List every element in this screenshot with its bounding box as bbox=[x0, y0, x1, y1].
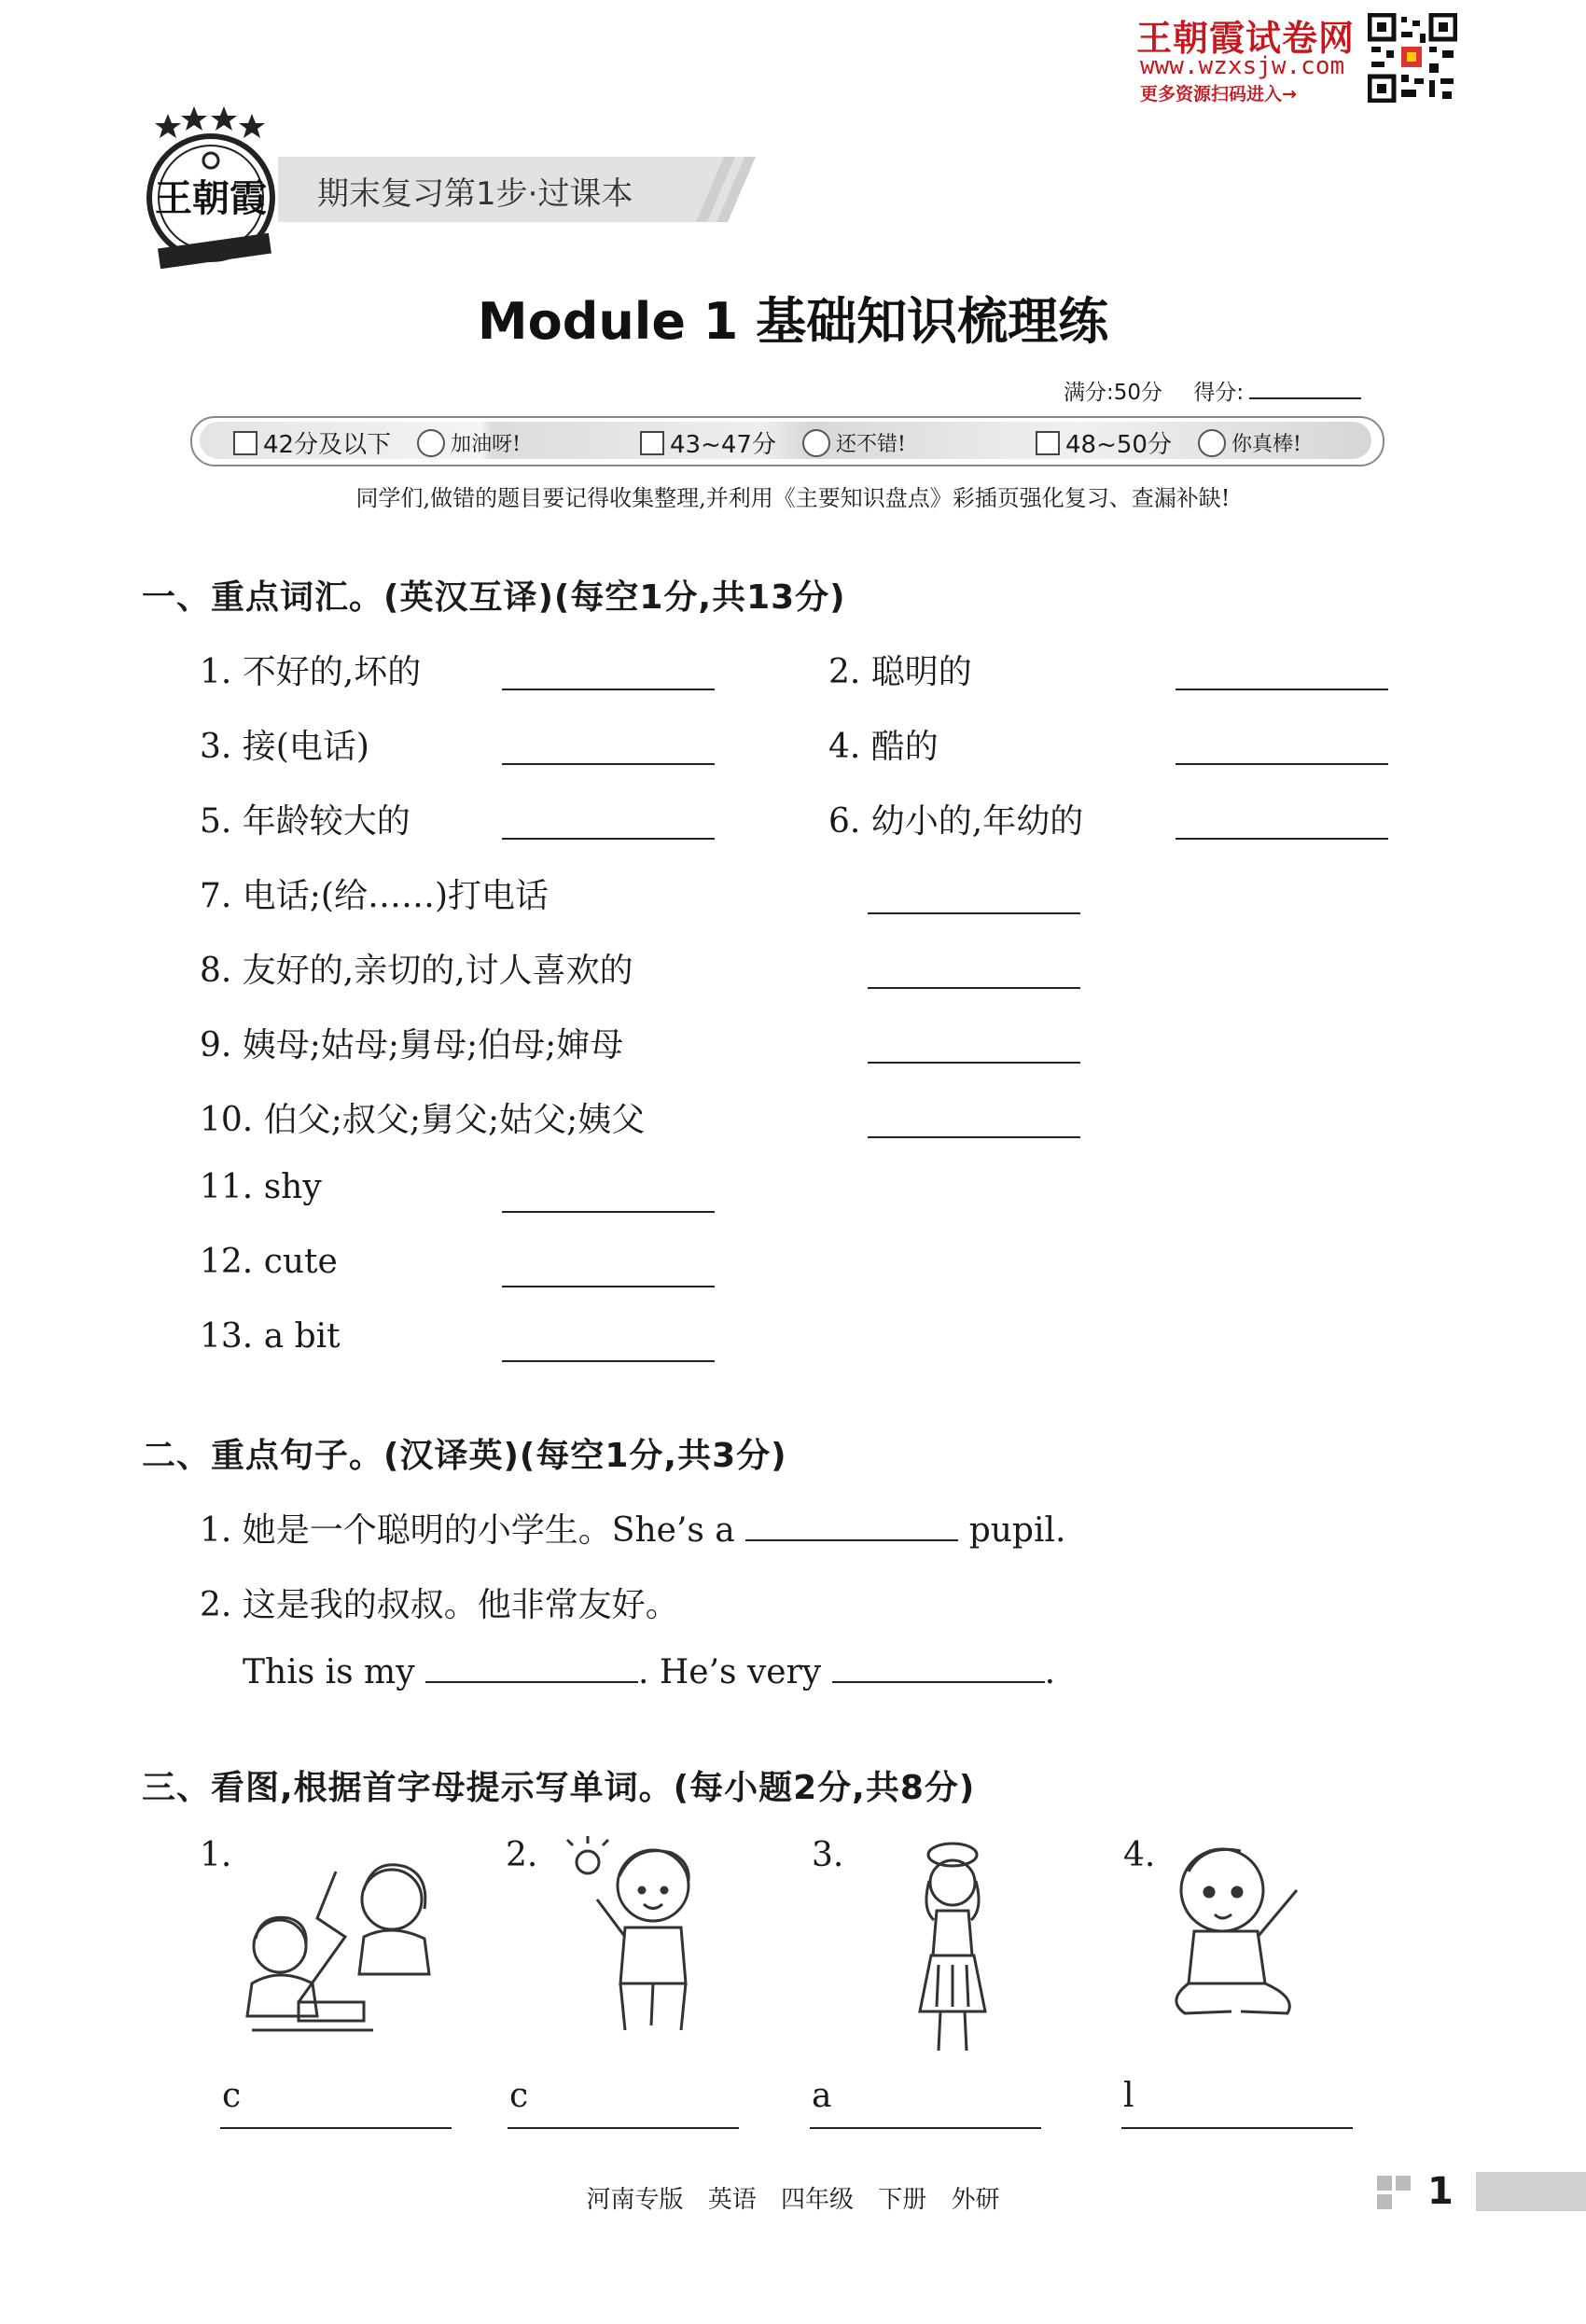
smiley-face-icon bbox=[802, 429, 830, 457]
answer-blank-6[interactable] bbox=[1176, 838, 1388, 840]
picture-number-2: 2. bbox=[506, 1836, 538, 1874]
page-corner-decoration bbox=[1373, 2172, 1414, 2213]
sentence-2-en-post: . bbox=[1044, 1653, 1056, 1691]
page-number: 1 bbox=[1427, 2170, 1454, 2213]
hint-letter-4: l bbox=[1123, 2077, 1134, 2115]
answer-blank-p1[interactable] bbox=[220, 2127, 452, 2129]
grade-option-low bbox=[233, 425, 521, 460]
vocab-item-5: 5. 年龄较大的 bbox=[200, 802, 410, 841]
grade-option-high bbox=[1036, 425, 1301, 460]
vocab-item-2: 2. 聪明的 bbox=[828, 653, 972, 691]
answer-blank-10[interactable] bbox=[868, 1136, 1080, 1138]
brand-title: 王朝霞试卷网 bbox=[1136, 18, 1356, 59]
answer-blank-p4[interactable] bbox=[1121, 2127, 1353, 2129]
score-blank[interactable] bbox=[1249, 397, 1361, 399]
answer-blank-12[interactable] bbox=[502, 1286, 715, 1287]
full-score: 满分:50分 bbox=[1064, 381, 1163, 405]
grade-comment: 还不错! bbox=[835, 433, 906, 456]
answer-blank-1[interactable] bbox=[502, 689, 715, 690]
score-label: 得分: bbox=[1193, 381, 1245, 405]
smiley-face-icon bbox=[1198, 429, 1226, 457]
section-3-title: 三、看图,根据首字母提示写单词。(每小题2分,共8分) bbox=[142, 1769, 976, 1807]
answer-blank-7[interactable] bbox=[868, 912, 1080, 914]
grade-range: 42分及以下 bbox=[263, 431, 392, 459]
answer-blank-3[interactable] bbox=[502, 763, 715, 765]
brand-scan-hint: 更多资源扫码进入→ bbox=[1140, 84, 1297, 104]
sentence-2-en-pre: This is my bbox=[243, 1653, 415, 1691]
brand-url[interactable]: www.wzxsjw.com bbox=[1140, 52, 1345, 80]
vocab-item-7: 7. 电话;(给……)打电话 bbox=[200, 877, 550, 915]
vocab-item-3: 3. 接(电话) bbox=[200, 728, 369, 766]
vocab-item-9: 9. 姨母;姑母;舅母;伯母;婶母 bbox=[200, 1026, 624, 1065]
sentence-2-cn: 2. 这是我的叔叔。他非常友好。 bbox=[200, 1586, 679, 1624]
answer-blank-s1[interactable] bbox=[745, 1539, 958, 1541]
answer-blank-p2[interactable] bbox=[508, 2127, 739, 2129]
checkbox[interactable] bbox=[233, 431, 257, 455]
baby-illustration bbox=[1148, 1834, 1325, 2021]
hint-letter-3: a bbox=[812, 2077, 832, 2115]
svg-text:王朝霞: 王朝霞 bbox=[155, 176, 267, 220]
checkbox[interactable] bbox=[1036, 431, 1060, 455]
grade-range: 48~50分 bbox=[1065, 431, 1172, 459]
vocab-item-4: 4. 酷的 bbox=[828, 728, 939, 766]
answer-blank-4[interactable] bbox=[1176, 763, 1388, 765]
vocab-item-13: 13. a bit bbox=[200, 1317, 341, 1356]
grade-comment: 你真棒! bbox=[1231, 433, 1301, 456]
vocab-item-10: 10. 伯父;叔父;舅父;姑父;姨父 bbox=[200, 1101, 646, 1139]
step-banner-label: 期末复习第1步·过课本 bbox=[317, 175, 633, 213]
answer-blank-p3[interactable] bbox=[810, 2127, 1041, 2129]
picture-number-4: 4. bbox=[1123, 1836, 1156, 1874]
vocab-item-11: 11. shy bbox=[200, 1168, 322, 1206]
edition-footer: 河南专版 英语 四年级 下册 外研 bbox=[586, 2186, 1000, 2214]
sentence-1-en-post: pupil. bbox=[968, 1511, 1066, 1550]
sentence-1-en-pre: She’s a bbox=[611, 1511, 735, 1550]
answer-blank-s2a[interactable] bbox=[425, 1681, 638, 1683]
section-2-title: 二、重点句子。(汉译英)(每空1分,共3分) bbox=[142, 1437, 787, 1475]
answer-blank-11[interactable] bbox=[502, 1211, 715, 1213]
vocab-item-1: 1. 不好的,坏的 bbox=[200, 653, 422, 691]
section-1-title: 一、重点词汇。(英汉互译)(每空1分,共13分) bbox=[142, 578, 846, 617]
page-title: Module 1 基础知识梳理练 bbox=[477, 292, 1109, 351]
checkbox[interactable] bbox=[640, 431, 664, 455]
score-line bbox=[1064, 375, 1361, 406]
phone-call-illustration bbox=[233, 1834, 448, 2039]
answer-blank-s2b[interactable] bbox=[832, 1681, 1045, 1683]
clever-boy-illustration bbox=[560, 1834, 728, 2049]
sentence-1-cn: 1. 她是一个聪明的小学生。 bbox=[200, 1511, 612, 1550]
sentence-2-en bbox=[243, 1653, 1055, 1691]
grade-comment: 加油呀! bbox=[451, 433, 521, 456]
hint-letter-1: c bbox=[222, 2077, 242, 2115]
answer-blank-9[interactable] bbox=[868, 1062, 1080, 1064]
grade-range: 43~47分 bbox=[670, 431, 776, 459]
picture-number-1: 1. bbox=[200, 1836, 232, 1874]
answer-blank-13[interactable] bbox=[502, 1360, 715, 1362]
page-tab bbox=[1476, 2172, 1586, 2211]
sentence-2-en-mid: . He’s very bbox=[638, 1653, 822, 1691]
girl-illustration bbox=[883, 1834, 1023, 2058]
wangzhaoxia-logo bbox=[140, 101, 289, 269]
grade-option-mid bbox=[640, 425, 906, 460]
answer-blank-2[interactable] bbox=[1176, 689, 1388, 690]
vocab-item-8: 8. 友好的,亲切的,讨人喜欢的 bbox=[200, 952, 633, 990]
smiley-face-icon bbox=[417, 429, 445, 457]
hint-letter-2: c bbox=[509, 2077, 529, 2115]
vocab-item-6: 6. 幼小的,年幼的 bbox=[828, 802, 1084, 841]
qr-code-icon[interactable] bbox=[1368, 13, 1457, 103]
answer-blank-8[interactable] bbox=[868, 987, 1080, 989]
study-tip: 同学们,做错的题目要记得收集整理,并利用《主要知识盘点》彩插页强化复习、查漏补缺! bbox=[355, 485, 1231, 511]
sentence-1 bbox=[200, 1504, 1065, 1552]
vocab-item-12: 12. cute bbox=[200, 1243, 338, 1281]
picture-number-3: 3. bbox=[812, 1836, 844, 1874]
answer-blank-5[interactable] bbox=[502, 838, 715, 840]
